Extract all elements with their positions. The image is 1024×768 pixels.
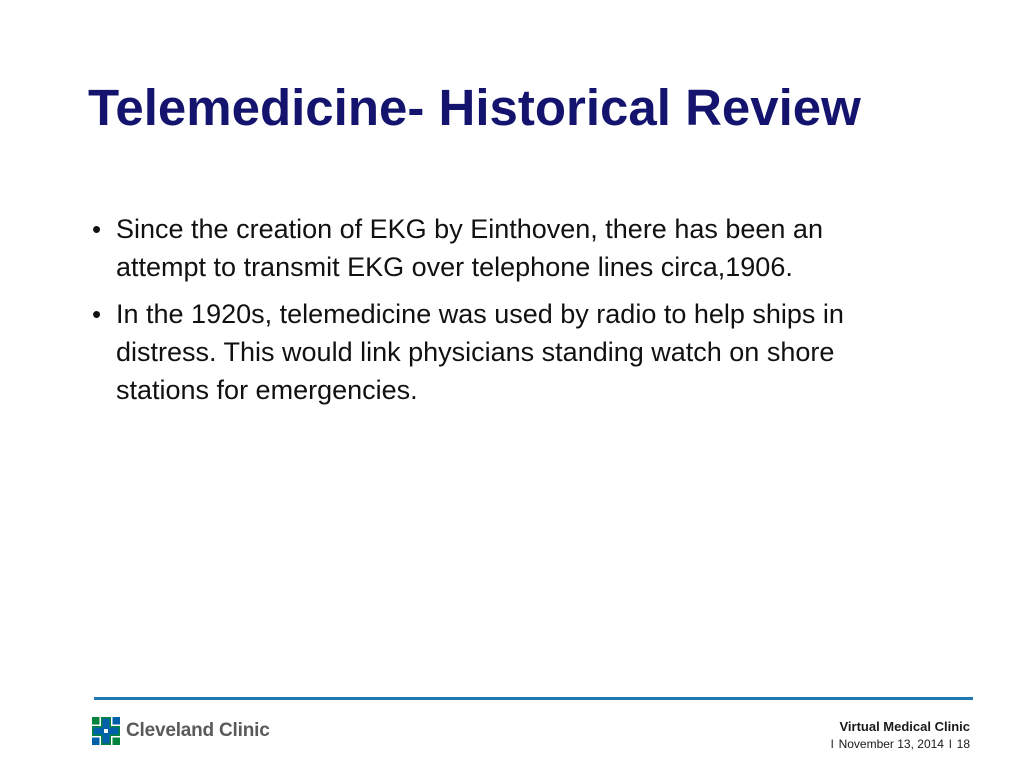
bullet-item — [88, 295, 888, 409]
bullet-text: In the 1920s, telemedicine was used by radio to help ships in distress. This would link physicians standing watch on shore stations for emergencies. — [116, 299, 844, 405]
footer-divider — [94, 697, 973, 700]
footer-meta — [826, 736, 970, 753]
bullet-marker: • — [92, 214, 102, 244]
bullet-marker: • — [92, 299, 102, 329]
footer-organization: Virtual Medical Clinic — [839, 719, 970, 734]
cleveland-clinic-logo — [92, 716, 270, 746]
footer-separator: l — [948, 737, 952, 751]
footer-separator: l — [830, 737, 834, 751]
bullet-list — [88, 210, 888, 418]
page-number: 18 — [956, 737, 970, 751]
bullet-item — [88, 210, 888, 286]
footer-date: November 13, 2014 — [838, 737, 944, 751]
bullet-text: Since the creation of EKG by Einthoven, there has been an attempt to transmit EKG over telephone lines circa,1906. — [116, 214, 823, 282]
cleveland-clinic-cross-logo-icon — [92, 717, 120, 745]
logo-text: Cleveland Clinic — [126, 720, 270, 741]
footer-info — [826, 718, 970, 753]
slide-title: Telemedicine- Historical Review — [88, 79, 861, 136]
